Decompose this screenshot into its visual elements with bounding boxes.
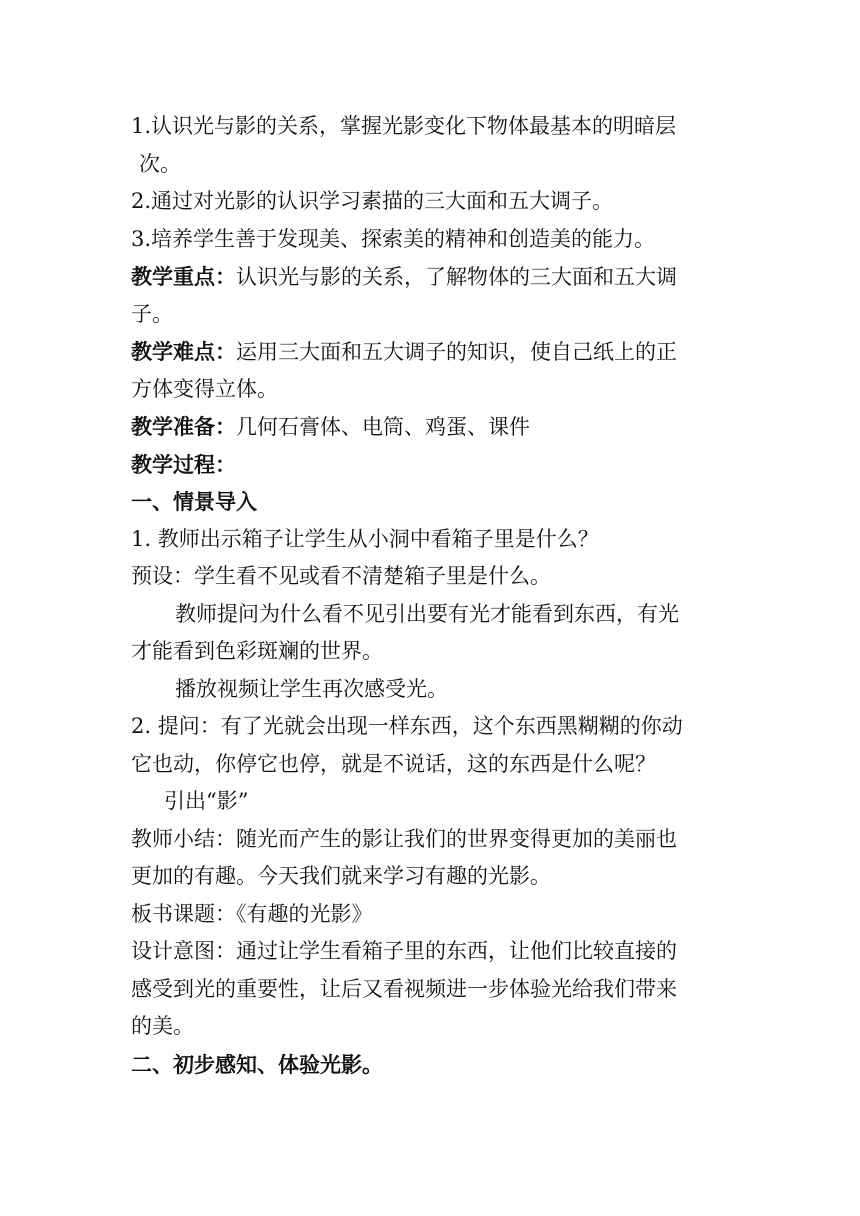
section-1-item-2-line-2: 它也动，你停它也停，就是不说话，这的东西是什么呢？ xyxy=(131,751,656,776)
teacher-question-line-1: 教师提问为什么看不见引出要有光才能看到东西，有光 xyxy=(175,601,679,626)
difficulties-text: 运用三大面和五大调子的知识，使自己纸上的正 xyxy=(236,340,677,364)
key-points-label: 教学重点： xyxy=(131,264,236,289)
preparation-line xyxy=(131,408,731,446)
design-intent-line-2: 感受到光的重要性，让后又看视频进一步体验光给我们带来 xyxy=(131,976,677,1001)
key-points-text: 认识光与影的关系，了解物体的三大面和五大调 xyxy=(236,265,677,289)
objective-1-line-2: 次。 xyxy=(139,151,181,176)
board-title-line: 板书课题：《有趣的光影》 xyxy=(131,901,373,926)
section-1-heading: 一、情景导入 xyxy=(131,489,257,514)
section-2-heading: 二、初步感知、体验光影。 xyxy=(131,1051,383,1077)
objective-2: 2.通过对光影的认识学习素描的三大面和五大调子。 xyxy=(131,189,614,213)
process-heading: 教学过程： xyxy=(131,451,236,477)
preparation-text: 几何石膏体、电筒、鸡蛋、课件 xyxy=(236,415,530,439)
key-points-line-1 xyxy=(131,258,731,296)
difficulties-line-2: 方体变得立体。 xyxy=(131,376,278,401)
difficulties-label: 教学难点： xyxy=(131,339,236,364)
objective-1-line-1: 1.认识光与影的关系，掌握光影变化下物体最基本的明暗层 xyxy=(131,114,677,138)
difficulties-line-1 xyxy=(131,333,731,371)
section-1-item-1: 1. 教师出示箱子让学生从小洞中看箱子里是什么？ xyxy=(131,526,599,551)
objective-3: 3.培养学生善于发现美、探索美的精神和创造美的能力。 xyxy=(131,226,656,251)
design-intent-line-1: 设计意图：通过让学生看箱子里的东西，让他们比较直接的 xyxy=(131,939,677,963)
video-line: 播放视频让学生再次感受光。 xyxy=(175,676,448,701)
design-intent-line-3: 的美。 xyxy=(131,1014,194,1038)
preparation-label: 教学准备： xyxy=(131,414,236,439)
lead-shadow-line: 引出“影” xyxy=(164,789,249,813)
lesson-plan-body xyxy=(131,108,731,1083)
teacher-question-line-2: 才能看到色彩斑斓的世界。 xyxy=(131,639,383,663)
summary-line-2: 更加的有趣。今天我们就来学习有趣的光影。 xyxy=(131,864,551,888)
key-points-line-2: 子。 xyxy=(131,301,173,326)
section-1-preset: 预设：学生看不见或看不清楚箱子里是什么。 xyxy=(131,564,551,588)
section-1-item-2-line-1: 2. 提问：有了光就会出现一样东西，这个东西黑糊糊的你动 xyxy=(131,714,683,738)
summary-line-1: 教师小结：随光而产生的影让我们的世界变得更加的美丽也 xyxy=(131,826,677,851)
